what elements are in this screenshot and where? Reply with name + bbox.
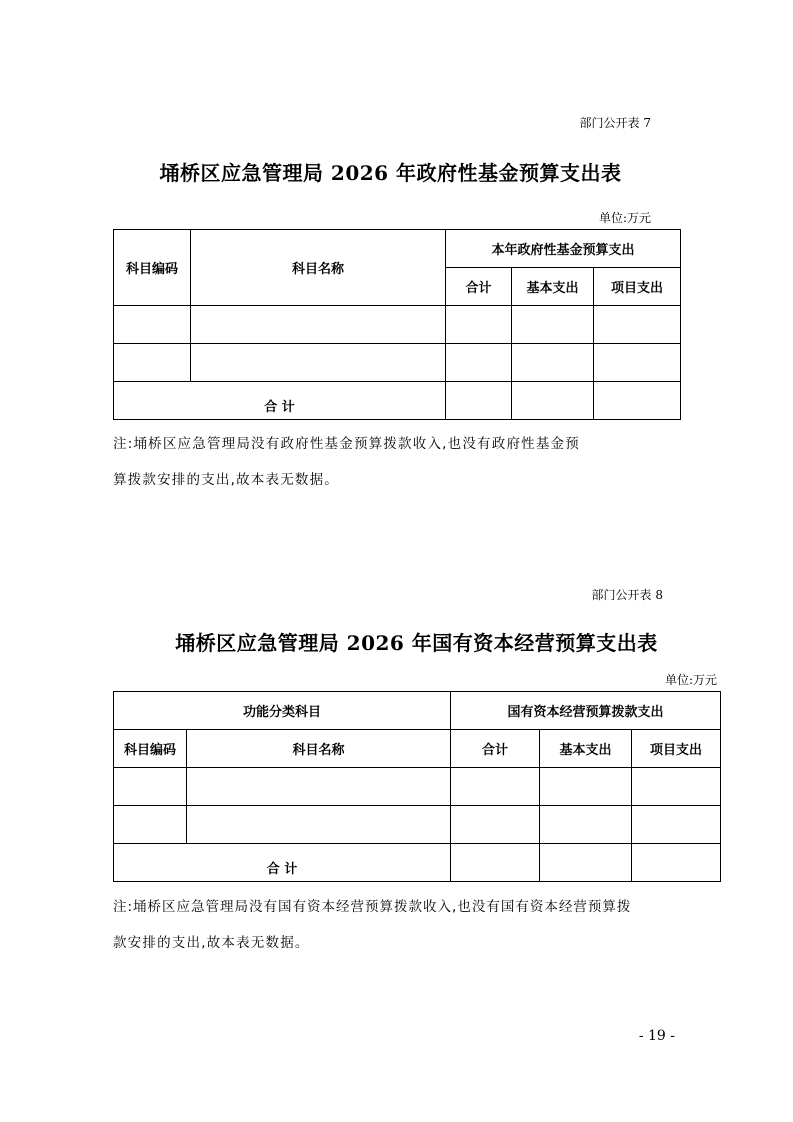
table8-note-line1: 注:埇桥区应急管理局没有国有资本经营预算拨款收入,也没有国有资本经营预算拨 — [113, 899, 632, 915]
table8-header-func-group: 功能分类科目 — [114, 692, 451, 730]
table-row — [114, 306, 681, 344]
page-number: - 19 - — [638, 1028, 675, 1044]
table7-note-line2: 算拨款安排的支出,故本表无数据。 — [113, 472, 339, 488]
table7 — [113, 229, 681, 420]
table7-sum-row — [114, 382, 681, 420]
table7-unit: 单位:万元 — [598, 211, 651, 225]
table7-header-basic: 基本支出 — [512, 268, 594, 306]
table8-header-code: 科目编码 — [114, 730, 187, 768]
table8-header-total: 合计 — [451, 730, 540, 768]
table8-row2-code — [114, 806, 187, 844]
table8-note-line2: 款安排的支出,故本表无数据。 — [113, 935, 310, 951]
table8-header-name: 科目名称 — [187, 730, 451, 768]
table8-title-text: 埇桥区应急管理局 2026 年国有资本经营预算支出表 — [175, 631, 658, 655]
table8-row2-project — [632, 806, 721, 844]
table8-title — [0, 627, 793, 656]
table8-unit: 单位:万元 — [664, 673, 717, 687]
table7-sum-project — [594, 382, 681, 420]
table8-note — [113, 889, 753, 961]
table7-note-line1: 注:埇桥区应急管理局没有政府性基金预算拨款收入,也没有政府性基金预 — [113, 436, 580, 452]
table8-row2-name — [187, 806, 451, 844]
table7-row2-basic — [512, 344, 594, 382]
table8-row1-project — [632, 768, 721, 806]
table8-header-project: 项目支出 — [632, 730, 721, 768]
table7-row1-total — [446, 306, 512, 344]
table7-row1-name — [191, 306, 446, 344]
table7-sum-label: 合 计 — [114, 382, 446, 420]
table-row — [114, 344, 681, 382]
table8 — [113, 691, 721, 882]
table7-label: 部门公开表 7 — [579, 116, 651, 130]
table7-header-code: 科目编码 — [114, 230, 191, 306]
table8-label: 部门公开表 8 — [591, 588, 663, 602]
table7-header-total: 合计 — [446, 268, 512, 306]
table7-header-name: 科目名称 — [191, 230, 446, 306]
table-row — [114, 768, 721, 806]
table8-sum-label: 合 计 — [114, 844, 451, 882]
table8-sum-row — [114, 844, 721, 882]
table8-sum-project — [632, 844, 721, 882]
table7-sum-total — [446, 382, 512, 420]
table8-row1-basic — [540, 768, 632, 806]
table7-header-group: 本年政府性基金预算支出 — [446, 230, 681, 268]
table7-title-text: 埇桥区应急管理局 2026 年政府性基金预算支出表 — [159, 161, 622, 185]
table7-row1-basic — [512, 306, 594, 344]
table-row — [114, 806, 721, 844]
table7-row2-total — [446, 344, 512, 382]
table7-sum-basic — [512, 382, 594, 420]
table7-title — [0, 157, 793, 186]
table7-row2-project — [594, 344, 681, 382]
table8-row1-total — [451, 768, 540, 806]
table7-row1-project — [594, 306, 681, 344]
table7-header-project: 项目支出 — [594, 268, 681, 306]
table7-row2-name — [191, 344, 446, 382]
table8-row2-total — [451, 806, 540, 844]
table7-row1-code — [114, 306, 191, 344]
table8-header-budget-group: 国有资本经营预算拨款支出 — [451, 692, 721, 730]
table7-row2-code — [114, 344, 191, 382]
table8-row2-basic — [540, 806, 632, 844]
table8-row1-name — [187, 768, 451, 806]
table8-row1-code — [114, 768, 187, 806]
table7-note — [113, 426, 733, 498]
table8-header-basic: 基本支出 — [540, 730, 632, 768]
table8-sum-total — [451, 844, 540, 882]
table8-sum-basic — [540, 844, 632, 882]
